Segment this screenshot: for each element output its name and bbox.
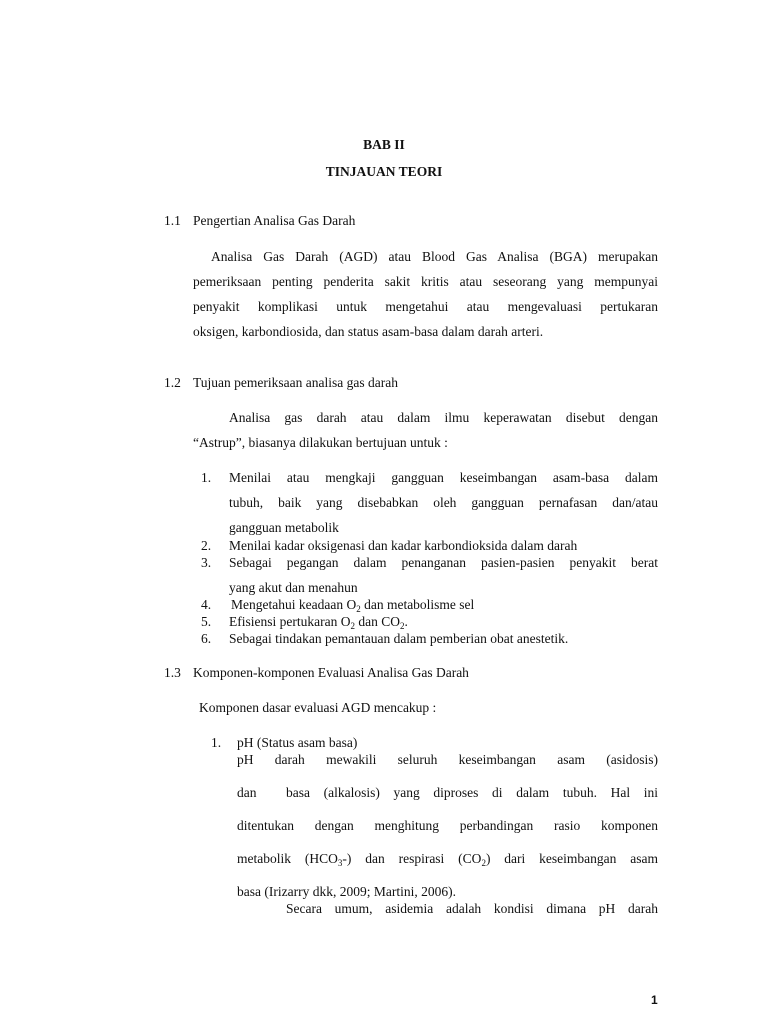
section-1-2-heading: Tujuan pemeriksaan analisa gas darah: [193, 375, 398, 390]
section-1-1-line: pemeriksaan penting penderita sakit kritis atau seseorang yang mempunyai: [193, 274, 658, 289]
paragraph-line: basa (Irizarry dkk, 2009; Martini, 2006).: [237, 884, 456, 899]
section-1-1-line: oksigen, karbondiosida, dan status asam-basa dalam darah arteri.: [193, 324, 544, 339]
chapter-label: BAB II: [363, 137, 405, 152]
section-1-2-number: 1.2: [164, 375, 181, 390]
paragraph-line: pH darah mewakili seluruh keseimbangan asam (asidosis): [237, 752, 658, 767]
section-1-3-number: 1.3: [164, 665, 181, 680]
section-1-3-intro: Komponen dasar evaluasi AGD mencakup :: [199, 700, 437, 715]
section-1-2-intro-line: Analisa gas darah atau dalam ilmu keperawatan disebut dengan: [229, 410, 658, 425]
list-item-text: Menilai atau mengkaji gangguan keseimbangan asam-basa dalam: [229, 470, 658, 485]
paragraph-line: Secara umum, asidemia adalah kondisi dimana pH darah: [286, 901, 658, 916]
list-item-text: gangguan metabolik: [229, 520, 339, 535]
list-item-text: Sebagai tindakan pemantauan dalam pemberian obat anestetik.: [229, 631, 569, 646]
list-item-number: 5.: [201, 614, 212, 629]
list-item-text: Efisiensi pertukaran $O_2$ dan $CO_2$.: [229, 614, 408, 631]
list-item-number: 6.: [201, 631, 212, 646]
list-item-number: 2.: [201, 538, 212, 553]
paragraph-line: basa (alkalosis) yang diproses di dalam tubuh. Hal ini: [286, 785, 658, 800]
section-1-1-number: 1.1: [164, 213, 181, 228]
paragraph-line: ditentukan dengan menghitung perbandingan rasio komponen: [237, 818, 658, 833]
list-item-number: 1.: [211, 735, 222, 750]
list-item-text: yang akut dan menahun: [229, 580, 358, 595]
paragraph-line: dan: [237, 785, 257, 800]
section-1-1-heading: Pengertian Analisa Gas Darah: [193, 213, 356, 228]
list-item-text: Sebagai pegangan dalam penanganan pasien-pasien penyakit berat: [229, 555, 658, 570]
list-item-title: pH (Status asam basa): [237, 735, 358, 750]
list-item-number: 1.: [201, 470, 212, 485]
section-1-2-intro-line: “Astrup”, biasanya dilakukan bertujuan untuk :: [193, 435, 448, 450]
page-number: 1: [651, 993, 658, 1007]
list-item-text: Menilai kadar oksigenasi dan kadar karbondioksida dalam darah: [229, 538, 578, 553]
section-1-1-line: penyakit komplikasi untuk mengetahui atau mengevaluasi pertukaran: [193, 299, 658, 314]
section-1-1-line: Analisa Gas Darah (AGD) atau Blood Gas Analisa (BGA) merupakan: [211, 249, 658, 264]
list-item-number: 4.: [201, 597, 212, 612]
paragraph-line: metabolik $(HCO_3-)$ dan respirasi $(CO_2)$ dari keseimbangan asam: [237, 851, 658, 868]
list-item-text: Mengetahui keadaan $O_2$ dan metabolisme sel: [231, 597, 475, 614]
list-item-text: tubuh, baik yang disebabkan oleh gangguan pernafasan dan/atau: [229, 495, 658, 510]
section-1-3-heading: Komponen-komponen Evaluasi Analisa Gas Darah: [193, 665, 469, 680]
chapter-title: TINJAUAN TEORI: [325, 164, 443, 179]
list-item-number: 3.: [201, 555, 212, 570]
